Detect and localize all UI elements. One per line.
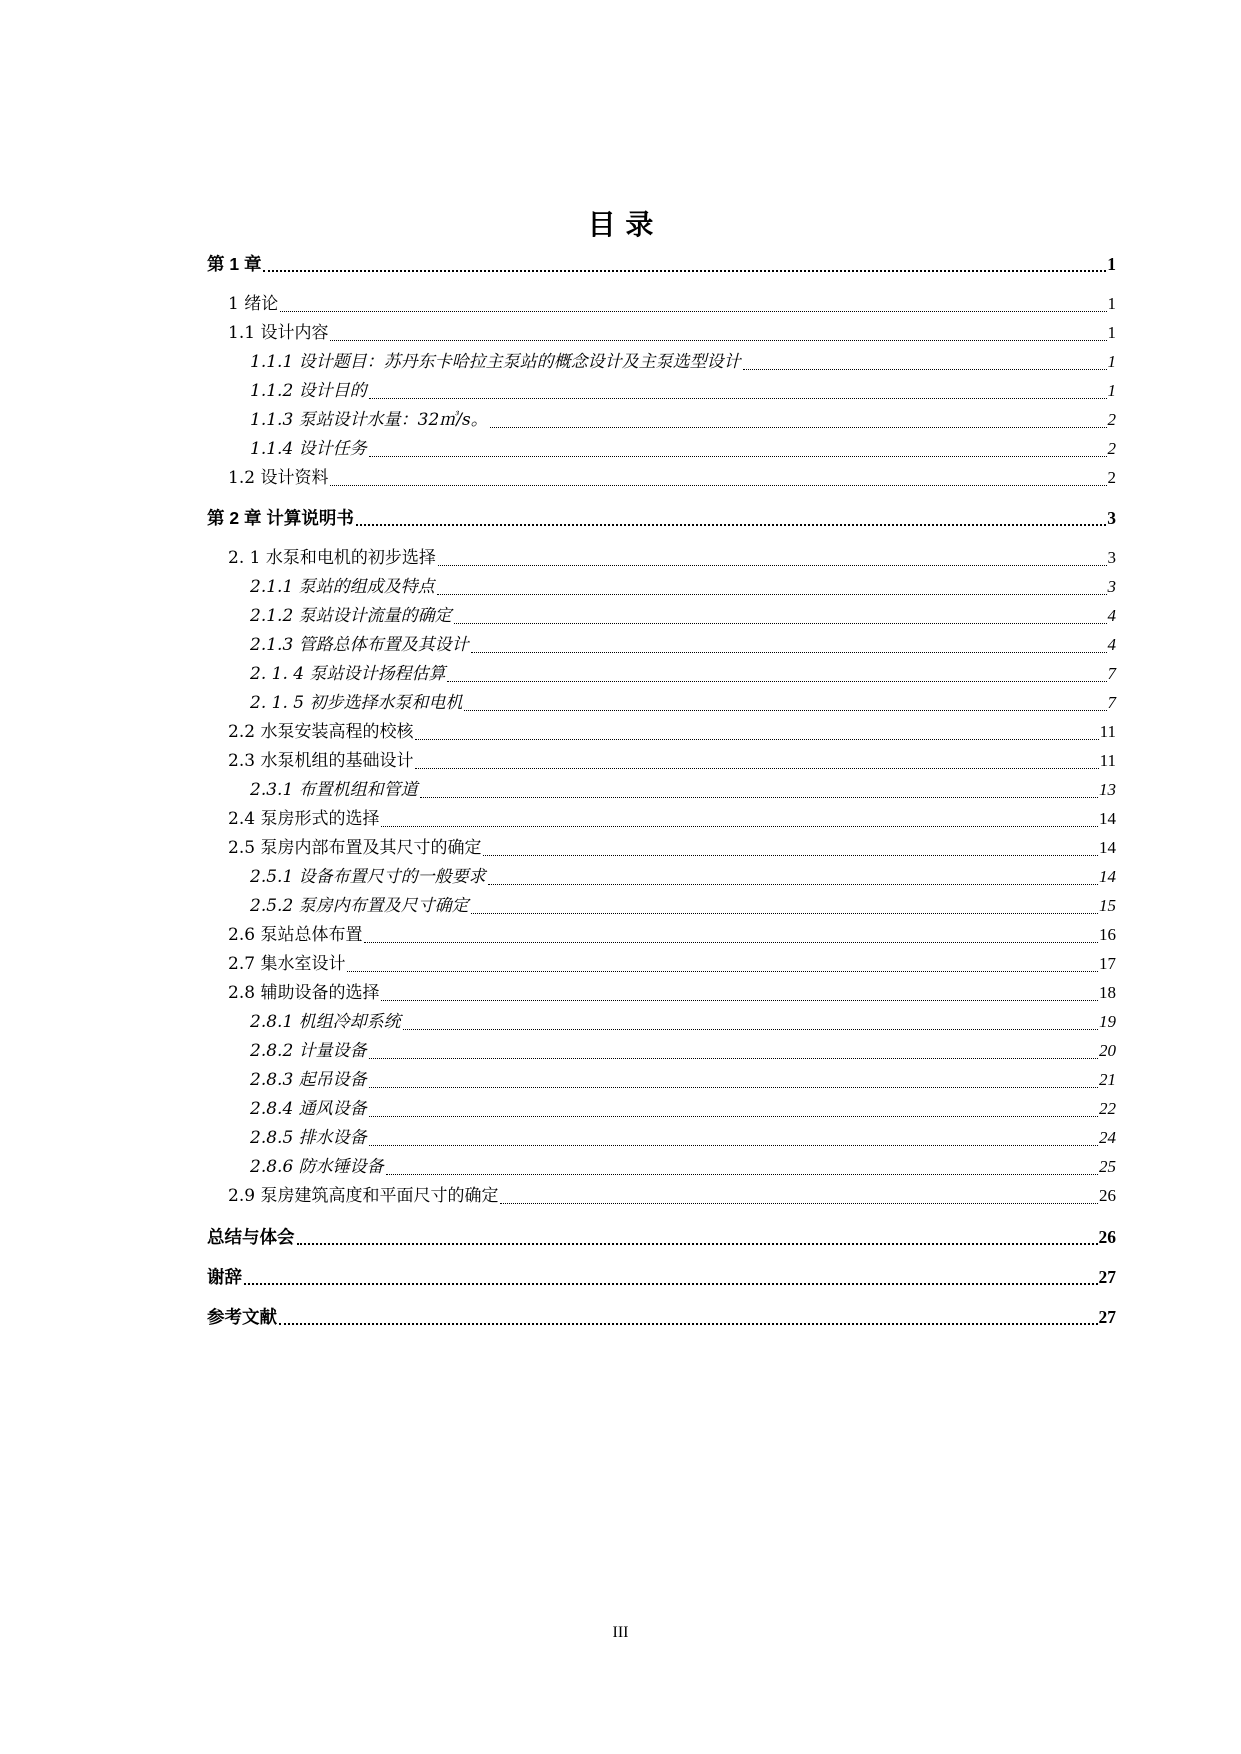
- toc-entry-label: 1 绪论: [228, 294, 279, 314]
- toc-entry-label: 2.8 辅助设备的选择: [228, 983, 380, 1003]
- toc-subsection-entry: [250, 379, 1116, 403]
- toc-entry-label: 2.2 水泵安装高程的校核: [228, 722, 414, 742]
- toc-entry-page: 4: [1107, 635, 1116, 654]
- toc-entry-page: 14: [1099, 809, 1116, 828]
- toc-section-entry: [228, 546, 1116, 570]
- toc-entry-label: 2.1.1 泵站的组成及特点: [250, 577, 435, 597]
- toc-entry-page: 1: [1107, 323, 1116, 342]
- toc-entry-page: 3: [1107, 508, 1116, 528]
- toc-entry-label: 1.1 设计内容: [228, 323, 329, 343]
- toc-dot-leader: [356, 506, 1106, 526]
- toc-entry-page: 13: [1099, 780, 1116, 799]
- toc-dot-leader: [403, 1011, 1098, 1030]
- toc-dot-leader: [490, 409, 1107, 428]
- toc-title: 目 录: [587, 208, 654, 241]
- toc-entry-page: 21: [1099, 1070, 1116, 1089]
- toc-dot-leader: [369, 1040, 1098, 1059]
- toc-dot-leader: [437, 576, 1107, 595]
- toc-entry-label: 2.8.3 起吊设备: [250, 1070, 367, 1090]
- toc-entry-label: 2. 1. 4 泵站设计扬程估算: [250, 664, 446, 684]
- toc-dot-leader: [330, 467, 1106, 486]
- toc-dot-leader: [369, 1127, 1098, 1146]
- toc-subsection-entry: [250, 1068, 1116, 1092]
- toc-entry-label: 2.5.1 设备布置尺寸的一般要求: [250, 867, 486, 887]
- toc-entry-page: 18: [1099, 983, 1116, 1002]
- toc-chapter-entry: [207, 1225, 1116, 1249]
- toc-dot-leader: [471, 895, 1098, 914]
- toc-dot-leader: [297, 1225, 1098, 1245]
- toc-entry-page: 14: [1099, 838, 1116, 857]
- toc-entry-page: 3: [1107, 548, 1116, 567]
- toc-dot-leader: [244, 1265, 1098, 1285]
- toc-section-entry: [228, 807, 1116, 831]
- toc-entry-page: 25: [1099, 1157, 1116, 1176]
- toc-section-entry: [228, 836, 1116, 860]
- toc-entry-label: 2.1.3 管路总体布置及其设计: [250, 635, 469, 655]
- toc-entry-page: 27: [1098, 1267, 1116, 1287]
- toc-subsection-entry: [250, 1097, 1116, 1121]
- toc-entry-label: 2.4 泵房形式的选择: [228, 809, 380, 829]
- toc-section-entry: [228, 720, 1116, 744]
- toc-entry-page: 1: [1107, 381, 1116, 400]
- toc-section-entry: [228, 981, 1116, 1005]
- toc-entry-page: 2: [1107, 410, 1116, 429]
- toc-entry-page: 14: [1099, 867, 1116, 886]
- toc-entry-label: 2.5 泵房内部布置及其尺寸的确定: [228, 838, 482, 858]
- toc-entry-page: 1: [1107, 254, 1116, 274]
- toc-entry-label: 2.8.2 计量设备: [250, 1041, 367, 1061]
- toc-entry-page: 22: [1099, 1099, 1116, 1118]
- toc-subsection-entry: [250, 894, 1116, 918]
- toc-entry-page: 1: [1107, 294, 1116, 313]
- toc-dot-leader: [369, 438, 1107, 457]
- toc-entry-label: 1.1.1 设计题目：苏丹东卡哈拉主泵站的概念设计及主泵选型设计: [250, 352, 741, 372]
- toc-subsection-entry: [250, 633, 1116, 657]
- toc-entry-label: 2.8.1 机组冷却系统: [250, 1012, 401, 1032]
- toc-chapter-entry: [207, 1265, 1116, 1289]
- toc-entry-label: 2.7 集水室设计: [228, 954, 346, 974]
- toc-entry-page: 24: [1099, 1128, 1116, 1147]
- toc-chapter-entry: [207, 1305, 1116, 1329]
- toc-entry-label: 2.3 水泵机组的基础设计: [228, 751, 414, 771]
- toc-section-entry: [228, 923, 1116, 947]
- toc-dot-leader: [438, 547, 1107, 566]
- toc-section-entry: [228, 952, 1116, 976]
- toc-subsection-entry: [250, 1126, 1116, 1150]
- toc-dot-leader: [447, 663, 1106, 682]
- toc-entry-label: 2.3.1 布置机组和管道: [250, 780, 418, 800]
- toc-section-entry: [228, 321, 1116, 345]
- toc-subsection-entry: [250, 350, 1116, 374]
- toc-entry-label: 第 1 章: [207, 254, 262, 274]
- toc-section-entry: [228, 292, 1116, 316]
- toc-dot-leader: [347, 953, 1098, 972]
- toc-entry-label: 2.8.4 通风设备: [250, 1099, 367, 1119]
- toc-dot-leader: [369, 380, 1107, 399]
- toc-entry-page: 20: [1099, 1041, 1116, 1060]
- toc-entry-page: 11: [1099, 722, 1116, 741]
- toc-subsection-entry: [250, 778, 1116, 802]
- toc-entry-page: 3: [1107, 577, 1116, 596]
- toc-dot-leader: [364, 924, 1098, 943]
- toc-entry-label: 2.8.6 防水锤设备: [250, 1157, 384, 1177]
- toc-section-entry: [228, 466, 1116, 490]
- toc-entry-label: 参考文献: [207, 1307, 277, 1327]
- toc-entry-page: 11: [1099, 751, 1116, 770]
- toc-subsection-entry: [250, 408, 1116, 432]
- toc-dot-leader: [483, 837, 1098, 856]
- toc-entry-label: 2.8.5 排水设备: [250, 1128, 367, 1148]
- toc-dot-leader: [471, 634, 1107, 653]
- toc-dot-leader: [386, 1156, 1098, 1175]
- toc-subsection-entry: [250, 865, 1116, 889]
- toc-entry-label: 1.1.2 设计目的: [250, 381, 367, 401]
- toc-entry-page: 2: [1107, 439, 1116, 458]
- toc-dot-leader: [369, 1069, 1098, 1088]
- toc-entry-label: 2.1.2 泵站设计流量的确定: [250, 606, 452, 626]
- toc-dot-leader: [369, 1098, 1098, 1117]
- toc-subsection-entry: [250, 1039, 1116, 1063]
- toc-entry-page: 15: [1099, 896, 1116, 915]
- toc-entry-label: 1.1.4 设计任务: [250, 439, 367, 459]
- toc-entry-page: 17: [1099, 954, 1116, 973]
- toc-dot-leader: [381, 982, 1098, 1001]
- toc-dot-leader: [743, 351, 1107, 370]
- toc-subsection-entry: [250, 1010, 1116, 1034]
- toc-entry-page: 16: [1099, 925, 1116, 944]
- toc-chapter-entry: [207, 252, 1116, 276]
- toc-entry-page: 7: [1107, 664, 1116, 683]
- toc-dot-leader: [415, 721, 1098, 740]
- toc-entry-label: 2.5.2 泵房内布置及尺寸确定: [250, 896, 469, 916]
- toc-entry-label: 2. 1 水泵和电机的初步选择: [228, 548, 436, 568]
- toc-subsection-entry: [250, 662, 1116, 686]
- toc-entry-label: 1.2 设计资料: [228, 468, 329, 488]
- toc-dot-leader: [263, 252, 1106, 272]
- toc-chapter-entry: [207, 506, 1116, 530]
- toc-dot-leader: [420, 779, 1098, 798]
- toc-entry-page: 26: [1099, 1186, 1116, 1205]
- toc-dot-leader: [500, 1185, 1098, 1204]
- toc-entry-page: 27: [1098, 1307, 1116, 1327]
- toc-dot-leader: [330, 322, 1106, 341]
- toc-dot-leader: [454, 605, 1107, 624]
- toc-subsection-entry: [250, 437, 1116, 461]
- toc-section-entry: [228, 1184, 1116, 1208]
- toc-entry-page: 26: [1098, 1227, 1116, 1247]
- toc-entry-page: 19: [1099, 1012, 1116, 1031]
- toc-subsection-entry: [250, 604, 1116, 628]
- toc-entry-label: 谢辞: [207, 1267, 242, 1287]
- toc-subsection-entry: [250, 575, 1116, 599]
- toc-entry-label: 2.6 泵站总体布置: [228, 925, 363, 945]
- toc-dot-leader: [280, 293, 1106, 312]
- page-number: III: [612, 1624, 629, 1641]
- toc-section-entry: [228, 749, 1116, 773]
- toc-entry-label: 1.1.3 泵站设计水量：32㎥/s。: [250, 410, 488, 430]
- toc-dot-leader: [464, 692, 1106, 711]
- toc-dot-leader: [279, 1305, 1098, 1325]
- toc-entry-label: 总结与体会: [207, 1227, 295, 1247]
- toc-entry-page: 1: [1107, 352, 1116, 371]
- toc-dot-leader: [415, 750, 1098, 769]
- toc-subsection-entry: [250, 1155, 1116, 1179]
- toc-dot-leader: [488, 866, 1098, 885]
- toc-subsection-entry: [250, 691, 1116, 715]
- toc-entry-label: 2. 1. 5 初步选择水泵和电机: [250, 693, 463, 713]
- toc-entry-page: 4: [1107, 606, 1116, 625]
- toc-entry-label: 第 2 章 计算说明书: [207, 508, 354, 528]
- toc-entry-page: 2: [1107, 468, 1116, 487]
- toc-entry-page: 7: [1107, 693, 1116, 712]
- toc-entry-label: 2.9 泵房建筑高度和平面尺寸的确定: [228, 1186, 499, 1206]
- toc-dot-leader: [381, 808, 1098, 827]
